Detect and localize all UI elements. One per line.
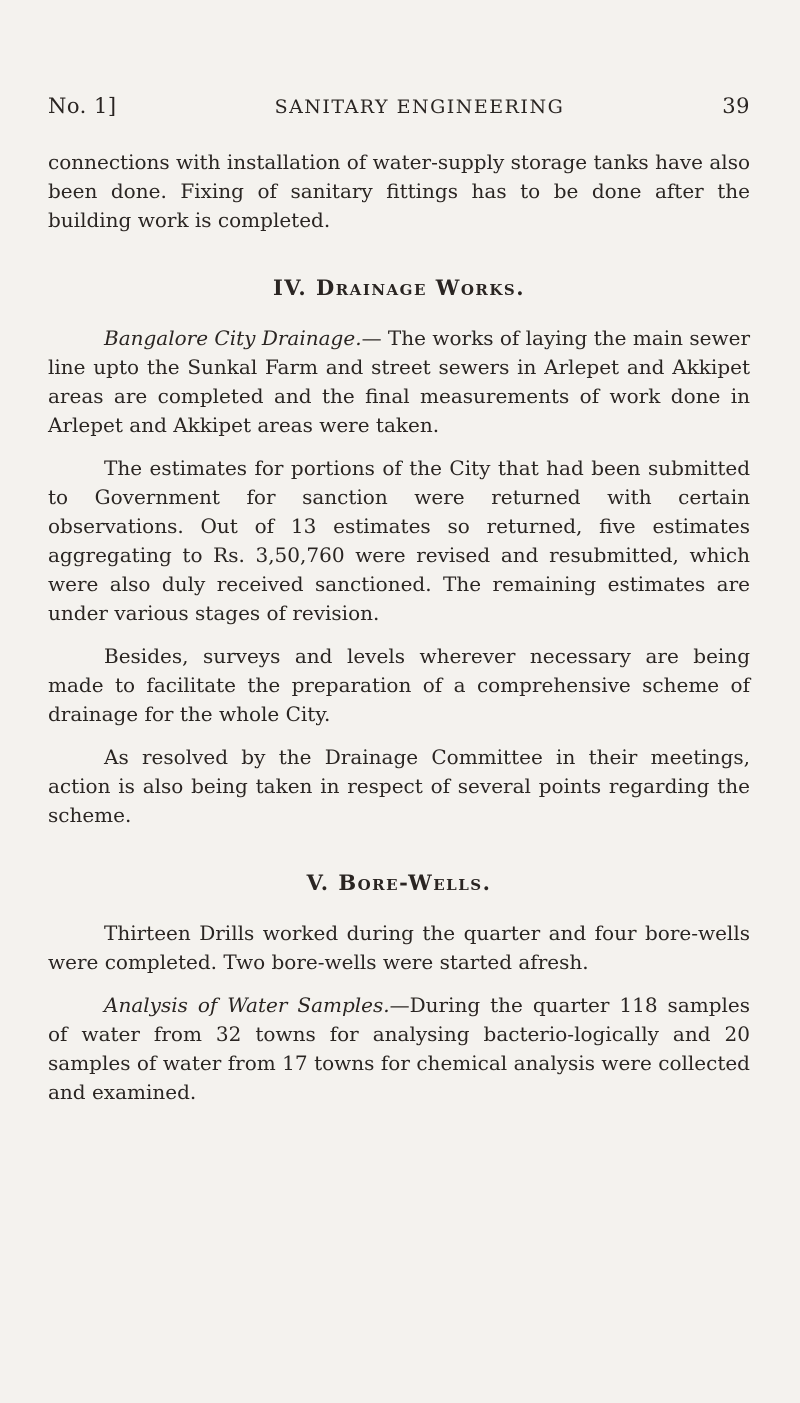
paragraph-water-analysis <box>48 991 750 1107</box>
paragraph-body-bangalore-drainage: — The works of laying the main sewer line upto the Sunkal Farm and street sewers in Arlepet and Akkipet areas are completed and the final measurements of work done in Arlepet and Akkipet areas were taken. <box>48 326 750 437</box>
paragraph-bangalore-drainage <box>48 324 750 440</box>
running-header <box>48 94 750 118</box>
body-text <box>48 148 750 1107</box>
paragraph-body-water-analysis: —During the quarter 118 samples of water from 32 towns for analysing bacterio-logically and 20 samples of water from 17 towns for chemical analysis were collected and examined. <box>48 993 751 1104</box>
paragraph-surveys: Besides, surveys and levels wherever necessary are being made to facilitate the preparation of a comprehensive scheme of drainage for the whole City. <box>48 644 750 726</box>
paragraph-drainage-committee: As resolved by the Drainage Committee in their meetings, action is also being taken in respect of several points regarding the scheme. <box>48 745 750 827</box>
paragraph-drills: Thirteen Drills worked during the quarter and four bore-wells were completed. Two bore-wells were started afresh. <box>48 921 750 974</box>
paragraph-lead-water-analysis: Analysis of Water Samples. <box>104 993 390 1017</box>
running-title: SANITARY ENGINEERING <box>274 96 565 118</box>
section-heading-bore-wells: V. Bore-Wells. <box>306 870 492 895</box>
issue-number: No. 1] <box>48 94 117 118</box>
paragraph-lead-bangalore-drainage: Bangalore City Drainage. <box>104 326 362 350</box>
paragraph-estimates: The estimates for portions of the City that had been submitted to Government for sanction were returned with certain observations. Out of 13 estimates so returned, five estimates aggregating to Rs. 3,50,760 were revised and resubmitted, which were also duly received sanctioned. The remaining estimates are under various stages of revision. <box>48 456 750 625</box>
page-number: 39 <box>722 94 750 118</box>
paragraph-intro: connections with installation of water-supply storage tanks have also been done. Fixing of sanitary fittings has to be done after the building work is completed. <box>48 150 750 232</box>
section-heading-drainage-works: IV. Drainage Works. <box>272 275 526 300</box>
